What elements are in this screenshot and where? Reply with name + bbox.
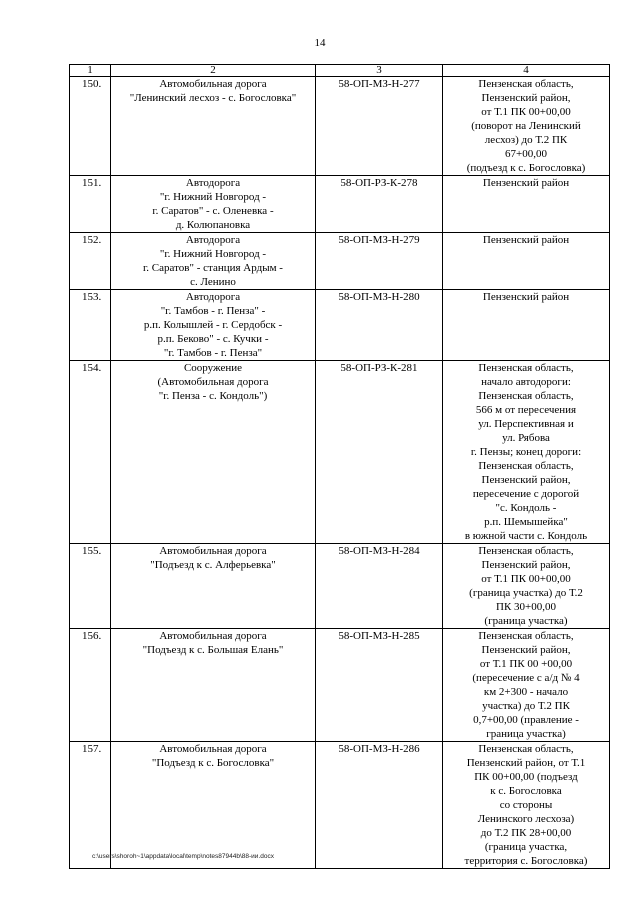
road-name (111, 544, 316, 629)
location-line: в южной части с. Кондоль (464, 530, 588, 542)
location-line: (граница участка) (484, 615, 568, 627)
road-location (443, 176, 610, 233)
location-line: к с. Богословка (490, 785, 562, 797)
road-code: 58-ОП-МЗ-Н-280 (316, 290, 443, 361)
table-row (70, 544, 610, 629)
row-number: 153. (70, 290, 111, 361)
name-line: "г. Тамбов - г. Пенза" - (160, 305, 266, 317)
location-line: (подъезд к с. Богословка) (466, 162, 586, 174)
location-line: ул. Перспективная и (478, 418, 574, 430)
road-code: 58-ОП-МЗ-Н-279 (316, 233, 443, 290)
header-col-3: 3 (316, 65, 443, 77)
location-line: Ленинского лесхоза) (477, 813, 575, 825)
location-line: от Т.1 ПК 00+00,00 (481, 106, 571, 118)
location-line: ПК 30+00,00 (496, 601, 556, 613)
location-line: (поворот на Ленинский (471, 120, 581, 132)
location-line: ул. Рябова (502, 432, 550, 444)
road-code: 58-ОП-МЗ-Н-286 (316, 742, 443, 869)
location-line: Пензенский район, (481, 644, 571, 656)
location-line: Пензенский район, (481, 474, 571, 486)
road-location (443, 77, 610, 176)
name-line: Автодорога (185, 291, 241, 303)
location-line: Пензенский район, от Т.1 (466, 757, 586, 769)
name-line: Автомобильная дорога (159, 630, 267, 642)
name-line: Сооружение (183, 362, 243, 374)
location-line: участка) до Т.2 ПК (482, 700, 570, 712)
row-number: 155. (70, 544, 111, 629)
name-line: Автодорога (185, 177, 241, 189)
location-line: (граница участка, (484, 841, 568, 853)
location-line: Пензенский район (482, 234, 570, 246)
name-line: "г. Нижний Новгород - (159, 191, 267, 203)
location-line: Пензенский район (482, 177, 570, 189)
page-number: 14 (314, 37, 326, 49)
name-line: Автомобильная дорога (159, 545, 267, 557)
name-line: (Автомобильная дорога (157, 376, 269, 388)
road-code: 58-ОП-РЗ-К-278 (316, 176, 443, 233)
location-line: начало автодороги: (481, 376, 571, 388)
location-line: Пензенский район, (481, 92, 571, 104)
table-row (70, 233, 610, 290)
road-location (443, 233, 610, 290)
row-number: 150. (70, 77, 111, 176)
road-name (111, 176, 316, 233)
location-line: Пензенская область, (478, 390, 574, 402)
location-line: территория с. Богословка) (464, 855, 588, 867)
location-line: Пензенская область, (478, 460, 574, 472)
location-line: г. Пензы; конец дороги: (470, 446, 582, 458)
table-row (70, 176, 610, 233)
name-line: "Подъезд к с. Большая Елань" (142, 644, 284, 656)
table-row (70, 742, 610, 869)
location-line: граница участка) (486, 728, 566, 740)
header-col-1: 1 (70, 65, 111, 77)
location-line: от Т.1 ПК 00 +00,00 (479, 658, 573, 670)
row-number: 156. (70, 629, 111, 742)
location-line: Пензенская область, (478, 743, 574, 755)
road-name (111, 361, 316, 544)
location-line: ПК 00+00,00 (подъезд (474, 771, 578, 783)
location-line: пересечение с дорогой (472, 488, 580, 500)
road-code: 58-ОП-МЗ-Н-285 (316, 629, 443, 742)
name-line: "г. Тамбов - г. Пенза" (163, 347, 263, 359)
name-line: "Ленинский лесхоз - с. Богословка" (129, 92, 297, 104)
road-name (111, 290, 316, 361)
name-line: д. Колюпановка (175, 219, 251, 231)
location-line: Пензенская область, (478, 78, 574, 90)
name-line: г. Саратов" - с. Оленевка - (152, 205, 274, 217)
name-line: "Подъезд к с. Алферьевка" (150, 559, 276, 571)
road-location (443, 290, 610, 361)
name-line: с. Ленино (190, 276, 236, 288)
name-line: "г. Нижний Новгород - (159, 248, 267, 260)
table-row (70, 361, 610, 544)
location-line: до Т.2 ПК 28+00,00 (480, 827, 572, 839)
road-code: 58-ОП-МЗ-Н-277 (316, 77, 443, 176)
location-line: Пензенский район (482, 291, 570, 303)
row-number: 157. (70, 742, 111, 869)
road-name (111, 77, 316, 176)
location-line: от Т.1 ПК 00+00,00 (481, 573, 571, 585)
road-location (443, 742, 610, 869)
location-line: "с. Кондоль - (495, 502, 557, 514)
location-line: Пензенская область, (478, 545, 574, 557)
name-line: г. Саратов" - станция Ардым - (143, 262, 283, 274)
header-col-4: 4 (443, 65, 610, 77)
location-line: 566 м от пересечения (475, 404, 577, 416)
location-line: км 2+300 - начало (483, 686, 569, 698)
road-location (443, 629, 610, 742)
name-line: Автомобильная дорога (159, 743, 267, 755)
file-path-footer: c:\users\shoroh~1\appdata\local\temp\notes87944b\88-ии.docx (92, 853, 274, 860)
name-line: "Подъезд к с. Богословка" (151, 757, 275, 769)
location-line: Пензенская область, (478, 630, 574, 642)
table-row (70, 629, 610, 742)
road-location (443, 544, 610, 629)
name-line: "г. Пенза - с. Кондоль") (158, 390, 268, 402)
location-line: со стороны (499, 799, 553, 811)
road-name (111, 629, 316, 742)
row-number: 152. (70, 233, 111, 290)
location-line: Пензенская область, (478, 362, 574, 374)
location-line: Пензенский район, (481, 559, 571, 571)
road-code: 58-ОП-МЗ-Н-284 (316, 544, 443, 629)
road-name (111, 233, 316, 290)
header-col-2: 2 (111, 65, 316, 77)
location-line: 0,7+00,00 (правление - (473, 714, 579, 726)
row-number: 154. (70, 361, 111, 544)
road-location (443, 361, 610, 544)
name-line: Автомобильная дорога (159, 78, 267, 90)
location-line: лесхоз) до Т.2 ПК (484, 134, 568, 146)
table-row (70, 290, 610, 361)
location-line: р.п. Шемышейка" (484, 516, 568, 528)
table-header-row (70, 65, 610, 77)
location-line: (пересечение с а/д № 4 (472, 672, 580, 684)
road-code: 58-ОП-РЗ-К-281 (316, 361, 443, 544)
name-line: р.п. Беково" - с. Кучки - (157, 333, 269, 345)
location-line: (граница участка) до Т.2 (469, 587, 583, 599)
table-row (70, 77, 610, 176)
row-number: 151. (70, 176, 111, 233)
roads-table (69, 64, 610, 869)
name-line: р.п. Колышлей - г. Сердобск - (143, 319, 283, 331)
location-line: 67+00,00 (505, 148, 547, 160)
road-name (111, 742, 316, 869)
name-line: Автодорога (185, 234, 241, 246)
